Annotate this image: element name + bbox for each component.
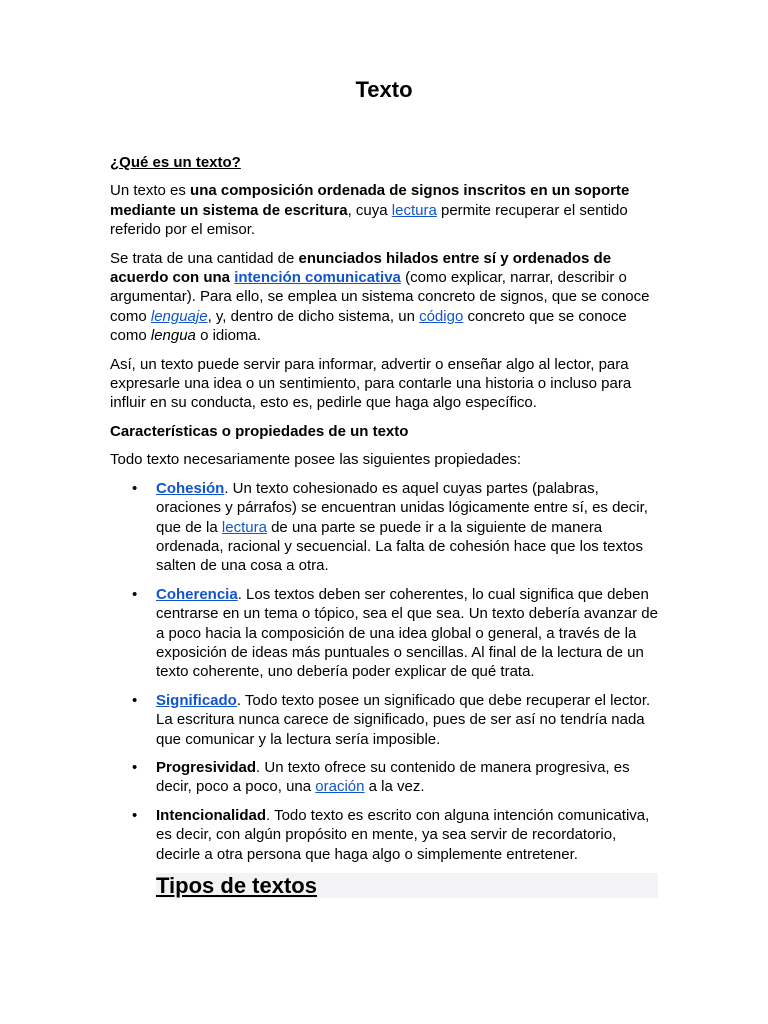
paragraph-definition	[110, 181, 658, 239]
bullet-icon: •	[132, 585, 138, 603]
p1-text-3: permite recuperar el sentido referido por el emisor.	[110, 201, 628, 239]
p1-bold-1: una composición ordenada de signos inscritos en un soporte mediante un sistema de escritura	[110, 182, 630, 219]
link-intencion-comunicativa[interactable]: intención comunicativa	[234, 269, 401, 287]
question-heading: ¿Qué es un texto?	[110, 154, 241, 171]
tipos-heading-block	[156, 873, 658, 898]
link-lectura[interactable]: lectura	[391, 201, 437, 219]
properties-intro: Todo texto necesariamente posee las siguientes propiedades:	[110, 451, 522, 469]
bullet-icon: •	[132, 758, 138, 776]
cohesion-text-2: de una parte se puede ir a la siguiente de manera ordenada, racional y secuencial. La falta de cohesión hace que los textos salten de una cosa a otra.	[156, 518, 643, 575]
document-body	[110, 153, 658, 898]
p2-text-3: , y, dentro de dicho sistema, un	[207, 307, 420, 325]
bullet-icon: •	[132, 479, 138, 497]
progresividad-text-2: a la vez.	[364, 778, 425, 796]
bullet-icon: •	[132, 806, 138, 824]
paragraph-purpose: Así, un texto puede servir para informar, advertir o enseñar algo al lector, para expresarle una idea o un sentimiento, para contarle una historia o incluso para influir en su conducta, esto es, pedirle que haga algo específico.	[110, 355, 632, 412]
p2-text-1: Se trata de una cantidad de	[110, 249, 299, 267]
p1-text-2: , cuya	[347, 201, 392, 219]
link-cohesion[interactable]: Cohesión	[156, 479, 225, 497]
progresividad-text-1: . Un texto ofrece su contenido de manera progresiva, es decir, poco a poco, una	[156, 758, 630, 796]
section-heading-properties: Características o propiedades de un texto	[110, 422, 409, 440]
bullet-icon: •	[132, 691, 138, 709]
term-progresividad: Progresividad	[156, 758, 257, 776]
link-codigo[interactable]: código	[419, 307, 464, 325]
list-item-progresividad	[132, 758, 658, 797]
p2-bold-1: enunciados hilados entre sí y ordenados de acuerdo con una	[110, 249, 612, 287]
list-item-intencionalidad	[132, 806, 658, 864]
properties-list	[110, 479, 658, 864]
page-title: Texto	[355, 77, 413, 102]
p2-italic-lengua: lengua	[150, 327, 196, 345]
tipos-de-textos-heading: Tipos de textos	[156, 873, 317, 898]
link-significado[interactable]: Significado	[156, 691, 237, 709]
link-oracion[interactable]: oración	[315, 778, 365, 796]
list-item-significado	[132, 691, 658, 749]
list-item-cohesion	[132, 479, 658, 576]
link-coherencia[interactable]: Coherencia	[156, 585, 238, 603]
p1-text-1: Un texto es	[110, 182, 191, 200]
p2-text-2: (como explicar, narrar, describir o argumentar). Para ello, se emplea un sistema concreto de signos, que se conoce como	[110, 269, 650, 325]
cohesion-text-1: . Un texto cohesionado es aquel cuyas partes (palabras, oraciones y párrafos) se encuentran unidas lógicamente entre sí, es decir, que de la	[156, 479, 648, 536]
intencionalidad-text: . Todo texto es escrito con alguna intención comunicativa, es decir, con algún propósito en mente, ya sea servir de recordatorio, decirle a otra persona que haga algo o simplemente entretener.	[156, 806, 650, 863]
p2-text-4: concreto que se conoce como	[110, 307, 627, 345]
paragraph-enunciados	[110, 249, 658, 346]
list-item-coherencia	[132, 585, 658, 682]
term-intencionalidad: Intencionalidad	[156, 806, 267, 824]
link-lectura-2[interactable]: lectura	[221, 518, 267, 536]
p2-text-5: o idioma.	[195, 327, 261, 345]
coherencia-text: . Los textos deben ser coherentes, lo cual significa que deben centrarse en un tema o tópico, sea el que sea. Un texto debería avanzar de a poco hacia la composición de una idea global o general, a través de la exposición de ideas más puntuales o sencillas. Al final de la lectura de un texto coherente, uno debería poder explicar de qué trata.	[156, 585, 658, 681]
significado-text: . Todo texto posee un significado que debe recuperar el lector. La escritura nunca carece de significado, pues de ser así no tendría nada que comunicar y la lectura sería imposible.	[156, 691, 651, 748]
link-lenguaje[interactable]: lenguaje	[150, 307, 208, 325]
